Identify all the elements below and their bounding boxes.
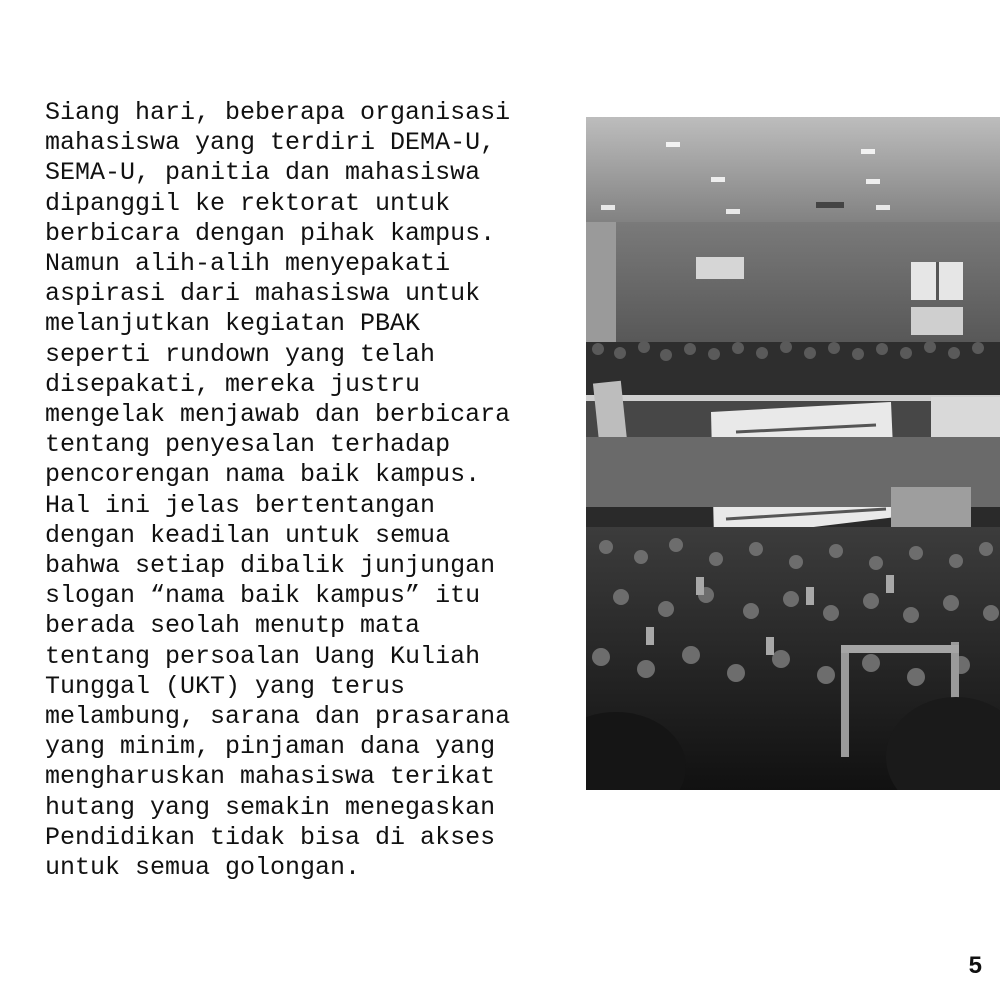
text-line: tentang persoalan Uang Kuliah [45, 641, 481, 671]
text-line: dengan keadilan untuk semua [45, 520, 451, 550]
text-line: bahwa setiap dibalik junjungan [45, 551, 496, 581]
text-line: Tunggal (UKT) yang terus [45, 671, 406, 701]
text-line: Namun alih-alih menyepakati [45, 249, 451, 279]
text-line: mengharuskan mahasiswa terikat [45, 762, 496, 792]
text-line: aspirasi dari mahasiswa untuk [45, 279, 481, 309]
article-text [45, 98, 575, 883]
text-line: Siang hari, beberapa organisasi [45, 98, 511, 127]
text-line: tentang penyesalan terhadap [45, 430, 451, 460]
text-line: pencorengan nama baik kampus. [45, 460, 481, 490]
text-line: berbicara dengan pihak kampus. [45, 218, 496, 248]
text-line: Pendidikan tidak bisa di akses [45, 822, 496, 852]
crowd-protest-photo [586, 117, 1000, 790]
text-line: Hal ini jelas bertentangan [45, 490, 436, 520]
text-line: berada seolah menutp mata [45, 611, 421, 641]
text-line: dipanggil ke rektorat untuk [45, 188, 451, 218]
text-line: melambung, sarana dan prasarana [45, 702, 511, 732]
page-number: 5 [968, 952, 982, 979]
text-line: disepakati, mereka justru [45, 369, 421, 399]
text-line: seperti rundown yang telah [45, 339, 436, 369]
text-line: untuk semua golongan. [45, 853, 361, 883]
text-line: SEMA-U, panitia dan mahasiswa [45, 158, 481, 188]
text-line: slogan “nama baik kampus” itu [45, 581, 481, 611]
text-line: yang minim, pinjaman dana yang [45, 732, 496, 762]
text-line: hutang yang semakin menegaskan [45, 792, 496, 822]
text-line: mahasiswa yang terdiri DEMA-U, [45, 128, 496, 158]
text-line: melanjutkan kegiatan PBAK [45, 309, 421, 339]
text-line: mengelak menjawab dan berbicara [45, 400, 511, 430]
